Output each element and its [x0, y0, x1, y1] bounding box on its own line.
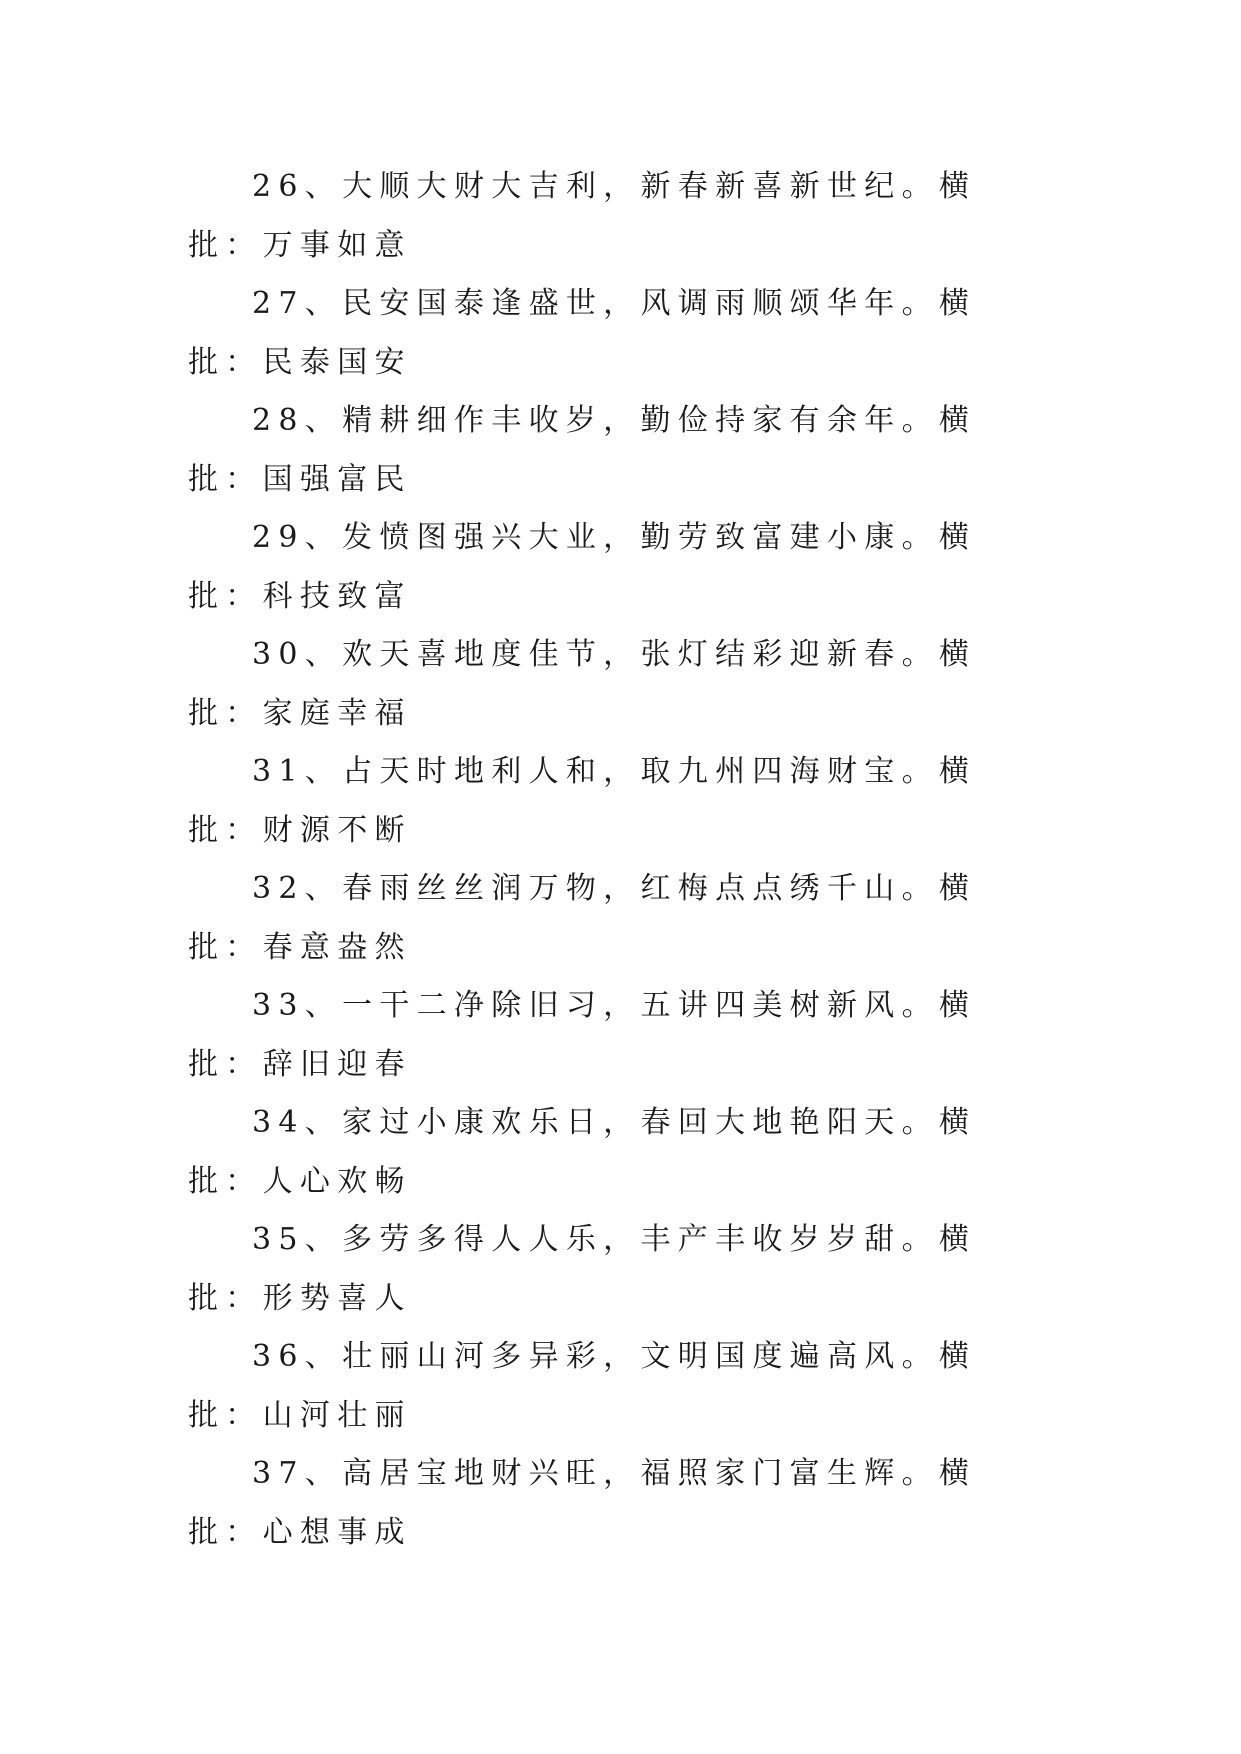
couplet-item: 27、民安国泰逢盛世，风调雨顺颂华年。横批：民泰国安 [188, 286, 977, 380]
couplet-item: 31、占天时地利人和，取九州四海财宝。横批：财源不断 [188, 754, 977, 848]
couplet-item: 30、欢天喜地度佳节，张灯结彩迎新春。横批：家庭幸福 [188, 637, 977, 731]
couplet-item: 28、精耕细作丰收岁，勤俭持家有余年。横批：国强富民 [188, 403, 977, 497]
couplet-item: 33、一干二净除旧习，五讲四美树新风。横批：辞旧迎春 [188, 988, 977, 1082]
couplet-item: 34、家过小康欢乐日，春回大地艳阳天。横批：人心欢畅 [188, 1105, 977, 1199]
couplet-item: 36、壮丽山河多异彩，文明国度遍高风。横批：山河壮丽 [188, 1339, 977, 1433]
couplet-item: 29、发愤图强兴大业，勤劳致富建小康。横批：科技致富 [188, 520, 977, 614]
couplet-item: 32、春雨丝丝润万物，红梅点点绣千山。横批：春意盎然 [188, 871, 977, 965]
couplet-item: 37、高居宝地财兴旺，福照家门富生辉。横批：心想事成 [188, 1456, 977, 1550]
couplet-item: 35、多劳多得人人乐，丰产丰收岁岁甜。横批：形势喜人 [188, 1222, 977, 1316]
couplet-list [188, 158, 1048, 1562]
couplet-item: 26、大顺大财大吉利，新春新喜新世纪。横批：万事如意 [188, 169, 977, 263]
